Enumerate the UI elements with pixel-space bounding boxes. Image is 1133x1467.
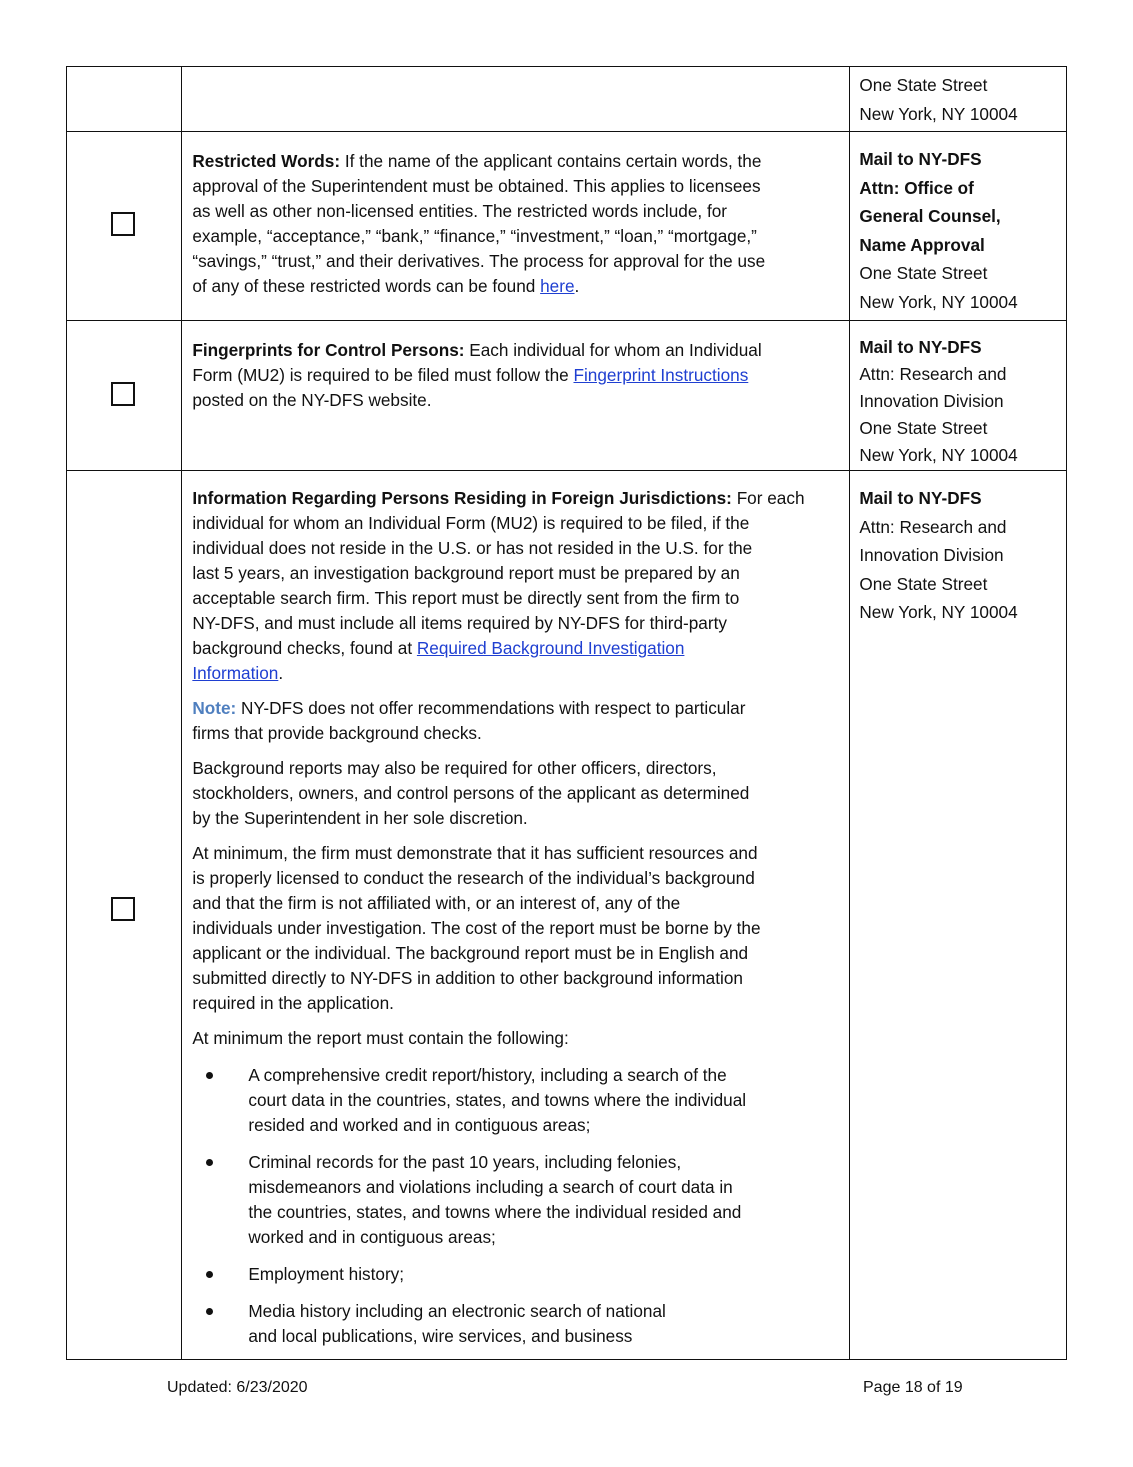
body-text: stockholders, owners, and control persons of the applicant as determined xyxy=(192,783,750,803)
checkbox-cell xyxy=(67,132,182,321)
body-text: as well as other non-licensed entities. The restricted words include, for xyxy=(192,201,728,221)
bullet-icon xyxy=(206,1271,213,1278)
bullet-icon xyxy=(206,1159,213,1166)
table-row xyxy=(67,67,1067,132)
section-title: Restricted Words: xyxy=(192,151,341,171)
list-item-text: the countries, states, and towns where the individual resided and xyxy=(248,1202,742,1222)
body-text: At minimum, the firm must demonstrate that it has sufficient resources and xyxy=(192,843,758,863)
table-row xyxy=(67,321,1067,471)
body-text: Each individual for whom an Individual xyxy=(469,340,762,360)
body-text: For each xyxy=(736,488,805,508)
address-line: General Counsel, xyxy=(859,206,1001,227)
footer-page-number: Page 18 of 19 xyxy=(863,1379,963,1396)
list-item-text: court data in the countries, states, and towns where the individual xyxy=(248,1090,747,1110)
foreign-jurisdictions-checkbox[interactable] xyxy=(111,897,135,921)
address-line: Mail to NY-DFS xyxy=(859,488,982,508)
address-cell xyxy=(850,132,1067,321)
requirements-list xyxy=(192,1063,839,1349)
background-investigation-link[interactable]: Information xyxy=(192,663,279,683)
list-item xyxy=(192,1150,839,1250)
address-cell xyxy=(850,67,1067,132)
address-line: Name Approval xyxy=(859,234,985,255)
address-line: One State Street xyxy=(859,263,988,284)
body-text: individuals under investigation. The cost of the report must be borne by the xyxy=(192,918,761,938)
body-text: firms that provide background checks. xyxy=(192,723,482,743)
address-line: New York, NY 10004 xyxy=(859,445,1018,465)
body-text: of any of these restricted words can be found xyxy=(192,276,536,296)
address-line: Attn: Research and xyxy=(859,364,1007,384)
body-text: approval of the Superintendent must be obtained. This applies to licensees xyxy=(192,176,761,196)
section-title: Fingerprints for Control Persons: xyxy=(192,340,465,360)
list-item-text: misdemeanors and violations including a search of court data in xyxy=(248,1177,733,1197)
address-line: New York, NY 10004 xyxy=(859,291,1018,312)
address-line: One State Street xyxy=(859,573,988,594)
address-cell xyxy=(850,471,1067,1360)
list-item xyxy=(192,1299,839,1349)
description-cell xyxy=(182,321,850,471)
checkbox-cell xyxy=(67,321,182,471)
list-item-text: Criminal records for the past 10 years, including felonies, xyxy=(248,1152,682,1172)
list-item-text: resided and worked and in contiguous areas; xyxy=(248,1115,591,1135)
body-text: submitted directly to NY-DFS in addition to other background information xyxy=(192,968,743,988)
body-text: last 5 years, an investigation background report must be prepared by an xyxy=(192,563,740,583)
body-text: and that the firm is not affiliated with, or an interest of, any of the xyxy=(192,893,681,913)
body-text: background checks, found at xyxy=(192,638,413,658)
fingerprint-instructions-link[interactable]: Fingerprint Instructions xyxy=(573,365,749,385)
description-cell xyxy=(182,67,850,132)
address-line: One State Street xyxy=(859,418,988,438)
restricted-words-checkbox[interactable] xyxy=(111,212,135,236)
list-item-text: and local publications, wire services, and business xyxy=(248,1326,633,1346)
address-line: New York, NY 10004 xyxy=(859,602,1018,623)
body-text: At minimum the report must contain the following: xyxy=(192,1028,569,1048)
requirements-table xyxy=(66,66,1067,1360)
table-row xyxy=(67,132,1067,321)
body-text: acceptable search firm. This report must be directly sent from the firm to xyxy=(192,588,740,608)
address-line: One State Street xyxy=(859,75,988,95)
body-text: applicant or the individual. The background report must be in English and xyxy=(192,943,749,963)
address-cell xyxy=(850,321,1067,471)
list-item xyxy=(192,1262,839,1287)
body-text: If the name of the applicant contains certain words, the xyxy=(344,151,762,171)
body-text: Form (MU2) is required to be filed must follow the xyxy=(192,365,569,385)
body-text: NY-DFS, and must include all items required by NY-DFS for third-party xyxy=(192,613,727,633)
body-text: individual does not reside in the U.S. or has not resided in the U.S. for the xyxy=(192,538,753,558)
address-line: Mail to NY-DFS xyxy=(859,149,982,169)
description-cell xyxy=(182,132,850,321)
body-text: is properly licensed to conduct the research of the individual’s background xyxy=(192,868,755,888)
address-line: Attn: Research and xyxy=(859,516,1007,537)
bullet-icon xyxy=(206,1308,213,1315)
checkbox-cell xyxy=(67,67,182,132)
section-title: Information Regarding Persons Residing in Foreign Jurisdictions: xyxy=(192,488,732,508)
table-row xyxy=(67,471,1067,1360)
bullet-icon xyxy=(206,1072,213,1079)
list-item xyxy=(192,1063,839,1138)
list-item-text: Media history including an electronic search of national xyxy=(248,1301,666,1321)
body-text: posted on the NY-DFS website. xyxy=(192,390,432,410)
description-cell xyxy=(182,471,850,1360)
background-investigation-link[interactable]: Required Background Investigation xyxy=(416,638,685,658)
footer-updated-date: Updated: 6/23/2020 xyxy=(167,1379,308,1396)
here-link[interactable]: here xyxy=(540,276,575,296)
address-line: New York, NY 10004 xyxy=(859,103,1018,124)
body-text: individual for whom an Individual Form (MU2) is required to be filed, if the xyxy=(192,513,750,533)
body-text: “savings,” “trust,” and their derivatives. The process for approval for the use xyxy=(192,251,766,271)
body-text: . xyxy=(574,276,580,296)
body-text: NY-DFS does not offer recommendations with respect to particular xyxy=(241,698,746,718)
body-text: Background reports may also be required for other officers, directors, xyxy=(192,758,717,778)
body-text: required in the application. xyxy=(192,993,394,1013)
note-label: Note: xyxy=(192,698,237,718)
body-text: by the Superintendent in her sole discretion. xyxy=(192,808,528,828)
address-line: Innovation Division xyxy=(859,545,1004,566)
body-text: . xyxy=(278,663,284,683)
checkbox-cell xyxy=(67,471,182,1360)
list-item-text: Employment history; xyxy=(248,1264,405,1284)
list-item-text: A comprehensive credit report/history, including a search of the xyxy=(248,1065,727,1085)
address-line: Attn: Office of xyxy=(859,177,974,198)
address-line: Mail to NY-DFS xyxy=(859,337,982,357)
address-line: Innovation Division xyxy=(859,391,1004,411)
fingerprints-checkbox[interactable] xyxy=(111,382,135,406)
list-item-text: worked and in contiguous areas; xyxy=(248,1227,496,1247)
body-text: example, “acceptance,” “bank,” “finance,” “investment,” “loan,” “mortgage,” xyxy=(192,226,757,246)
